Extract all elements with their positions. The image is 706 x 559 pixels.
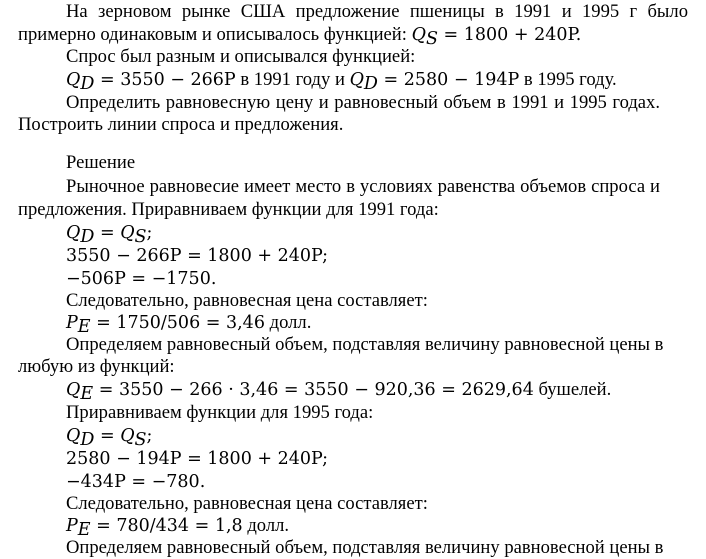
solution-intro-b: предложения. Приравниваем функции для 1991 года: [18,199,439,220]
task-line-1: Определить равновесную цену и равновесный объем в 1991 и 1995 годах. [66,92,660,113]
solution-intro-a: Рыночное равновесие имеет место в условиях равенства объемов спроса и [66,176,660,197]
equation-1995-substituted: 2580 − 194P = 1800 + 240P; [66,449,329,469]
solution-heading: Решение [66,152,136,173]
volume-paragraph-a: Определяем равновесный объем, подставляя величину равновесной цены в [66,334,664,355]
demand-formulas: $Q_D = 3550 - 266P$ в 1991 году и $Q_D = 2580 - 194P$ в 1995 году. [66,69,617,94]
volume-paragraph-b: любую из функций: [18,356,175,377]
equate-1995: Приравниваем функции для 1995 года: [66,402,374,423]
supply-formula: $Q_S = 1800 + 240P$. [411,25,582,49]
equation-1991-substituted: 3550 − 266P = 1800 + 240P; [66,246,329,266]
hence-price-1991: Следовательно, равновесная цена составляет: [66,290,428,311]
volume-paragraph-c: Определяем равновесный объем, подставляя величину равновесной цены в [66,537,664,558]
equation-1991-reduced: −506P = −1750. [66,269,217,289]
problem-paragraph-1b: примерно одинаковым и описывалось функцией: $Q_S = 1800 + 240P$. [18,24,582,49]
problem-paragraph-1a: На зерновом рынке США предложение пшеницы в 1991 и 1995 г было [66,1,688,22]
demand-formula-1995: $Q_D = 2580 - 194P$ [349,70,520,94]
task-line-2: Построить линии спроса и предложения. [18,114,344,135]
equation-1995-reduced: −434P = −780. [66,472,206,492]
demand-formula-1991: $Q_D = 3550 - 266P$ [66,70,236,94]
equilibrium-volume-1991: $Q_E = 3550 - 266 \cdot 3,46 = 3550 - 920,36 = 2629,64$ бушелей. [66,379,612,404]
equilibrium-price-1995: $P_E = 780/434 = 1,8$ долл. [66,515,290,540]
equation-qd-equals-qs-1991: $Q_D = Q_S$; [66,223,153,247]
equation-qd-equals-qs-1995: $Q_D = Q_S$; [66,426,153,450]
hence-price-1995: Следовательно, равновесная цена составляет: [66,493,428,514]
equilibrium-price-1991: $P_E = 1750/506 = 3,46$ долл. [66,312,312,337]
problem-paragraph-2: Спрос был разным и описывался функцией: [66,46,416,67]
